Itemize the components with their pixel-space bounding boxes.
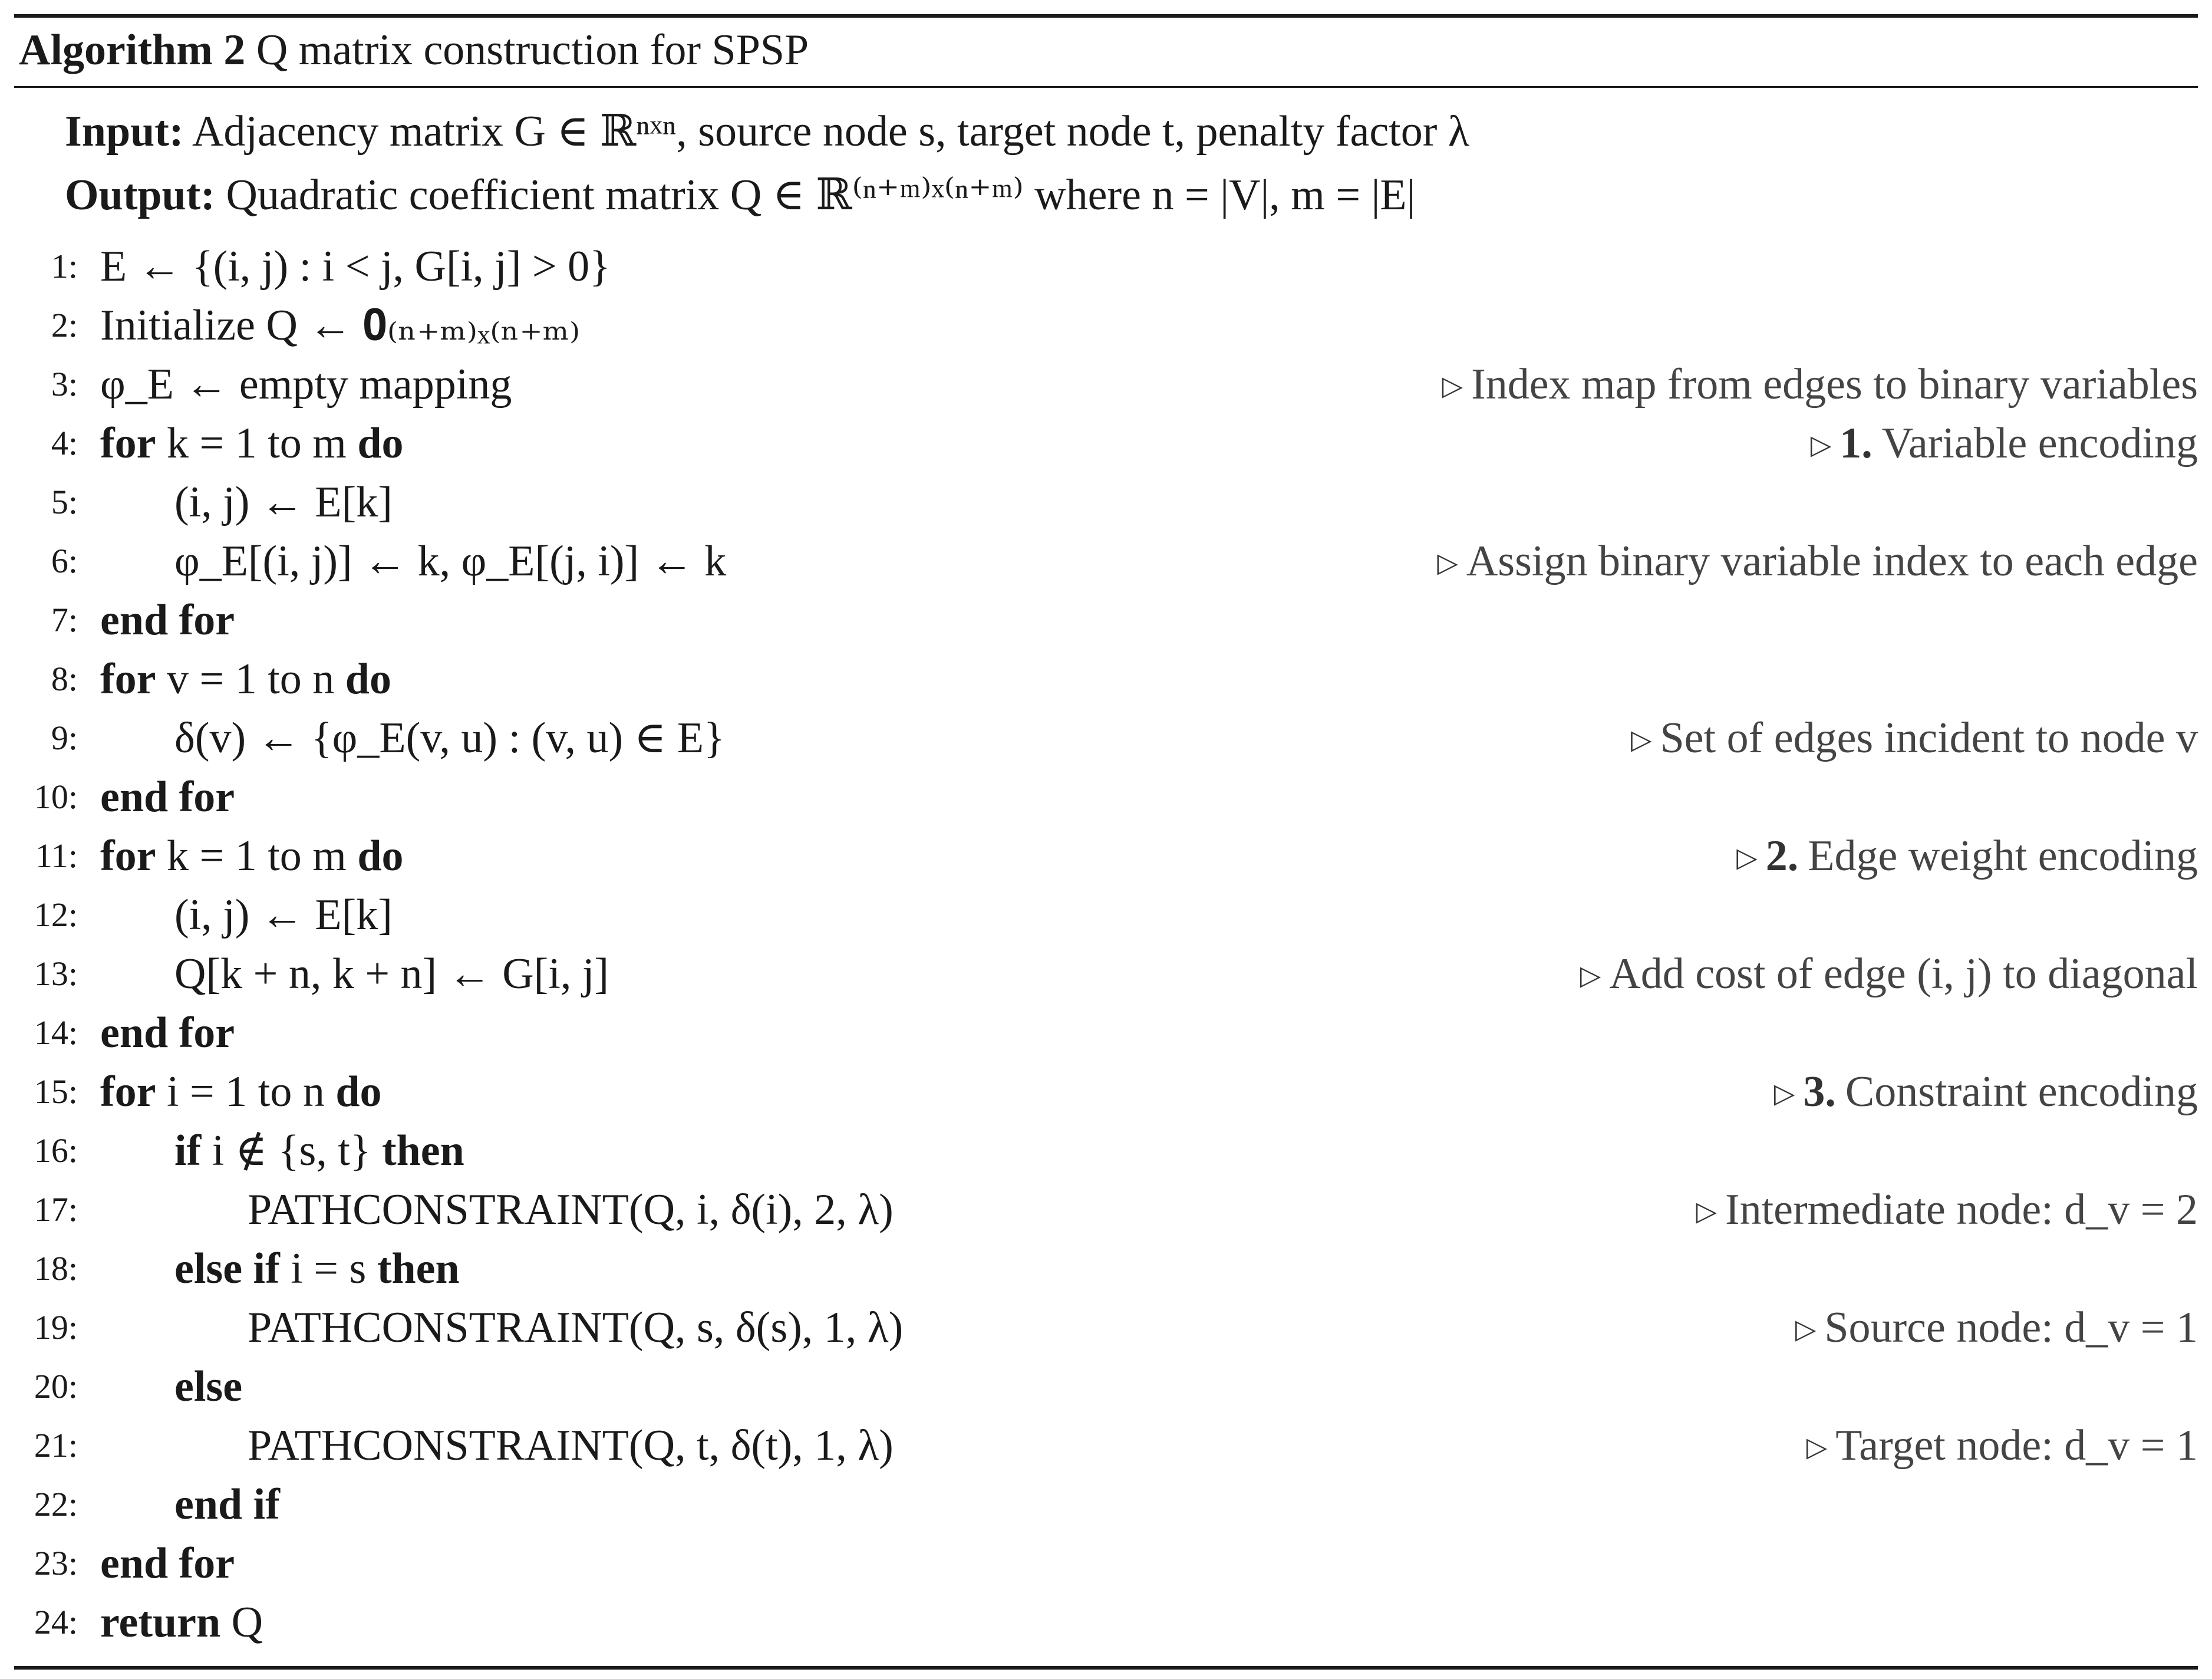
algorithm-line — [14, 591, 2198, 650]
statement: k = 1 to m — [167, 832, 347, 880]
line-code — [174, 473, 393, 532]
comment-step-number: 3. — [1803, 1068, 1836, 1116]
comment-text: Source node: d_v = 1 — [1824, 1303, 2198, 1352]
line-code — [100, 237, 611, 296]
keyword: else if — [174, 1245, 280, 1293]
statement: PATHCONSTRAINT(Q, i, δ(i), 2, λ) — [248, 1186, 894, 1234]
line-number: 17: — [34, 1190, 78, 1229]
line-comment — [1795, 1298, 2198, 1359]
algorithm-line — [14, 1593, 2198, 1652]
line-comment — [1736, 827, 2198, 887]
keyword: end for — [100, 1539, 235, 1588]
keyword: end for — [100, 773, 235, 821]
algorithm-line — [14, 1180, 2198, 1239]
comment-triangle-icon: ▷ — [1810, 430, 1832, 460]
caption-title: Q matrix construction for SPSP — [256, 26, 809, 74]
comment-triangle-icon: ▷ — [1442, 371, 1463, 401]
statement: φ_E[(i, j)] ← k, φ_E[(j, i)] ← k — [174, 537, 727, 585]
line-code — [100, 650, 391, 709]
line-comment — [1774, 1062, 2198, 1123]
algorithm-line — [14, 768, 2198, 827]
statement: k = 1 to m — [167, 419, 347, 468]
caption-rule — [14, 86, 2198, 88]
line-code — [174, 709, 725, 768]
line-number: 15: — [34, 1072, 78, 1111]
comment-triangle-icon: ▷ — [1631, 725, 1652, 755]
line-number: 19: — [34, 1308, 78, 1347]
statement: v = 1 to n — [167, 655, 335, 703]
statement: i = s — [291, 1245, 367, 1293]
algorithm-line — [14, 1121, 2198, 1180]
comment-triangle-icon: ▷ — [1437, 548, 1458, 578]
statement: Q[k + n, k + n] ← G[i, j] — [174, 950, 609, 998]
keyword-trailing: do — [357, 419, 404, 468]
line-code — [100, 1003, 235, 1062]
line-number: 18: — [34, 1249, 78, 1288]
line-number: 6: — [51, 542, 78, 580]
input-line — [65, 105, 1469, 158]
line-code — [100, 768, 235, 827]
line-number: 23: — [34, 1544, 78, 1582]
line-comment — [1442, 355, 2198, 416]
line-code — [248, 1416, 894, 1475]
keyword-trailing: then — [381, 1127, 464, 1175]
keyword-trailing: do — [345, 655, 391, 703]
keyword: for — [100, 655, 156, 703]
statement: Q — [231, 1598, 263, 1647]
algorithm-line — [14, 1357, 2198, 1416]
line-code — [100, 591, 235, 650]
line-code — [100, 1534, 235, 1593]
line-code — [100, 1062, 382, 1121]
line-code — [174, 1239, 460, 1298]
line-number: 5: — [51, 483, 78, 521]
line-code — [174, 1357, 242, 1416]
algorithm-line — [14, 1003, 2198, 1062]
comment-text: Set of edges incident to node v — [1660, 714, 2198, 762]
comment-text: Intermediate node: d_v = 2 — [1725, 1186, 2198, 1234]
statement: PATHCONSTRAINT(Q, t, δ(t), 1, λ) — [248, 1421, 894, 1470]
line-number: 16: — [34, 1131, 78, 1170]
algorithm-line — [14, 827, 2198, 885]
line-comment — [1437, 532, 2198, 592]
line-number: 11: — [35, 837, 78, 875]
line-comment — [1580, 944, 2198, 1005]
keyword-trailing: then — [377, 1245, 460, 1293]
algorithm-line — [14, 532, 2198, 591]
statement: Initialize Q ← 𝟎₍ₙ₊ₘ₎ₓ₍ₙ₊ₘ₎ — [100, 301, 581, 350]
comment-triangle-icon: ▷ — [1795, 1314, 1817, 1344]
keyword: return — [100, 1598, 221, 1647]
line-number: 10: — [34, 778, 78, 816]
line-number: 13: — [34, 954, 78, 993]
comment-text: Add cost of edge (i, j) to diagonal — [1609, 950, 2198, 998]
keyword: end if — [174, 1480, 280, 1529]
algorithm-caption — [19, 24, 809, 77]
output-label: Output: — [65, 171, 215, 219]
statement: δ(v) ← {φ_E(v, u) : (v, u) ∈ E} — [174, 714, 725, 762]
algorithm-line — [14, 355, 2198, 414]
comment-text: Index map from edges to binary variables — [1471, 360, 2198, 409]
input-label: Input: — [65, 107, 184, 156]
algorithm-line — [14, 709, 2198, 768]
algorithm-line — [14, 414, 2198, 473]
bottom-rule — [14, 1666, 2198, 1670]
line-comment — [1806, 1416, 2198, 1477]
algorithm-line — [14, 473, 2198, 532]
output-line — [65, 169, 1415, 222]
line-comment — [1631, 709, 2198, 769]
line-number: 21: — [34, 1426, 78, 1464]
line-code — [100, 827, 404, 885]
input-text: Adjacency matrix G ∈ ℝⁿˣⁿ, source node s, target node t, penalty factor λ — [192, 107, 1469, 156]
comment-text: Edge weight encoding — [1808, 832, 2198, 880]
algorithm-line — [14, 650, 2198, 709]
line-number: 20: — [34, 1367, 78, 1405]
statement: E ← {(i, j) : i < j, G[i, j] > 0} — [100, 242, 611, 291]
comment-triangle-icon: ▷ — [1736, 842, 1758, 873]
statement: i ∉ {s, t} — [212, 1127, 371, 1175]
comment-triangle-icon: ▷ — [1696, 1196, 1717, 1226]
line-number: 12: — [34, 896, 78, 934]
line-number: 9: — [51, 719, 78, 757]
line-number: 8: — [51, 660, 78, 698]
statement: PATHCONSTRAINT(Q, s, δ(s), 1, λ) — [248, 1303, 904, 1352]
line-code — [174, 1475, 280, 1534]
algorithm-line — [14, 1239, 2198, 1298]
output-text: Quadratic coefficient matrix Q ∈ ℝ⁽ⁿ⁺ᵐ⁾ˣ⁽ⁿ⁺ᵐ⁾ where n = |V|, m = |E| — [226, 171, 1416, 219]
line-code — [100, 296, 580, 355]
comment-triangle-icon: ▷ — [1580, 960, 1601, 990]
algorithm-line — [14, 237, 2198, 296]
keyword: for — [100, 832, 156, 880]
line-code — [248, 1180, 894, 1239]
comment-triangle-icon: ▷ — [1806, 1432, 1828, 1462]
line-code — [100, 1593, 263, 1652]
statement: i = 1 to n — [167, 1068, 325, 1116]
statement: (i, j) ← E[k] — [174, 891, 393, 939]
algorithm-line — [14, 1416, 2198, 1475]
algorithm-line — [14, 944, 2198, 1003]
line-code — [100, 355, 512, 414]
line-number: 24: — [34, 1603, 78, 1641]
line-comment — [1696, 1180, 2198, 1241]
algorithm-line — [14, 1062, 2198, 1121]
caption-label: Algorithm 2 — [19, 26, 246, 74]
keyword-trailing: do — [357, 832, 404, 880]
keyword: for — [100, 419, 156, 468]
line-code — [100, 414, 404, 473]
line-number: 1: — [51, 247, 78, 285]
line-number: 3: — [51, 365, 78, 403]
algorithm-line — [14, 296, 2198, 355]
algorithm-block — [14, 0, 2198, 1679]
algorithm-line — [14, 1534, 2198, 1593]
line-code — [174, 885, 393, 944]
keyword: if — [174, 1127, 202, 1175]
line-number: 14: — [34, 1013, 78, 1052]
keyword: else — [174, 1362, 243, 1411]
statement: (i, j) ← E[k] — [174, 478, 393, 526]
keyword: for — [100, 1068, 156, 1116]
keyword: end for — [100, 596, 235, 644]
keyword: end for — [100, 1009, 235, 1057]
comment-text: Assign binary variable index to each edge — [1466, 537, 2198, 585]
comment-text: Target node: d_v = 1 — [1835, 1421, 2198, 1470]
algorithm-line — [14, 885, 2198, 944]
line-number: 4: — [51, 424, 78, 462]
line-number: 22: — [34, 1485, 78, 1523]
line-number: 7: — [51, 601, 78, 639]
algorithm-line — [14, 1475, 2198, 1534]
line-code — [248, 1298, 903, 1357]
line-number: 2: — [51, 306, 78, 344]
comment-step-number: 1. — [1840, 419, 1873, 468]
comment-step-number: 2. — [1765, 832, 1799, 880]
comment-text: Variable encoding — [1881, 419, 2198, 468]
line-code — [174, 532, 726, 591]
keyword-trailing: do — [335, 1068, 382, 1116]
line-code — [174, 944, 609, 1003]
top-rule — [14, 14, 2198, 18]
statement: φ_E ← empty mapping — [100, 360, 512, 409]
line-code — [174, 1121, 464, 1180]
algorithm-line — [14, 1298, 2198, 1357]
comment-triangle-icon: ▷ — [1774, 1078, 1795, 1108]
line-comment — [1811, 414, 2198, 475]
comment-text: Constraint encoding — [1845, 1068, 2198, 1116]
